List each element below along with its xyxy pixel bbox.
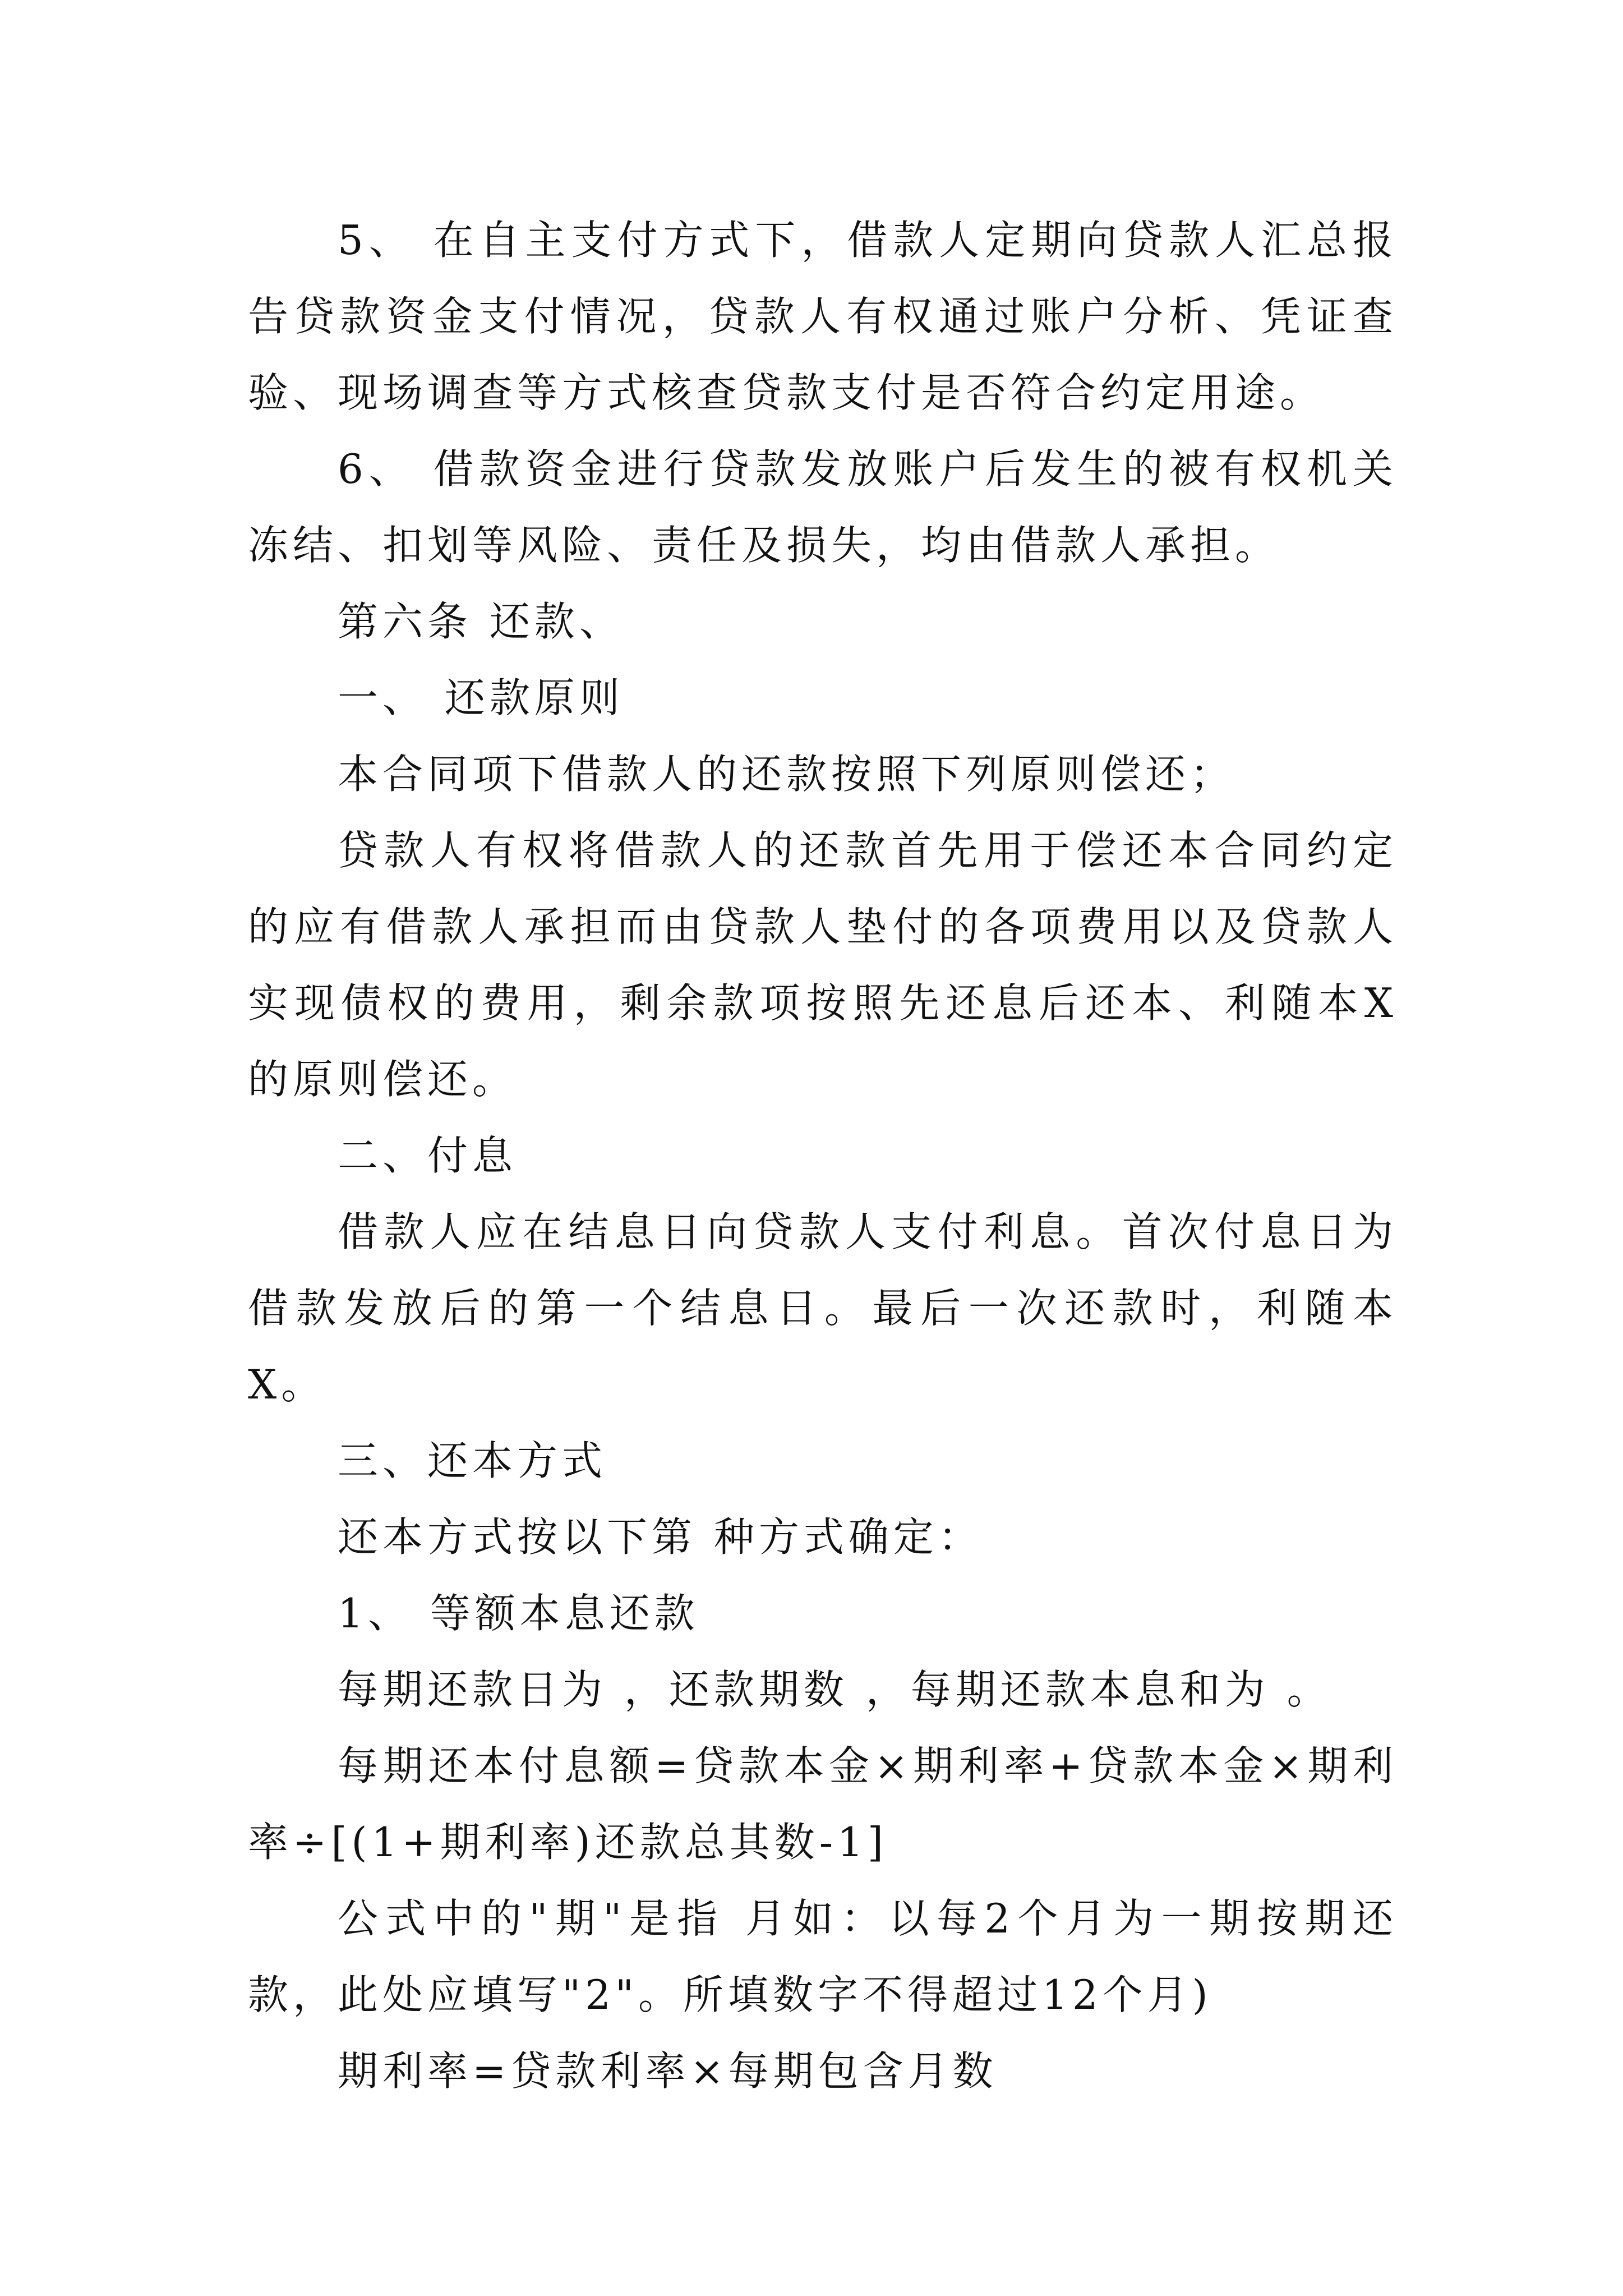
paragraph-repayment-principle: 本合同项下借款人的还款按照下列原则偿还； — [338, 751, 1235, 798]
paragraph-interest-payment: 借款人应在结息日向贷款人支付利息。首次付息日为借款发放后的第一个结息日。最后一次还款时，利随本X。 — [248, 1208, 1398, 1408]
paragraph-repayment-method: 还本方式按以下第 种方式确定： — [338, 1513, 983, 1561]
article-six-heading: 第六条 还款、 — [338, 598, 624, 645]
paragraph-period-rate-formula: 期利率=贷款利率×每期包含月数 — [338, 2047, 998, 2095]
paragraph-frozen-risk: 6、 借款资金进行贷款发放账户后发生的被有权机关冻结、扣划等风险、责任及损失，均由借款人承担。 — [248, 445, 1398, 569]
paragraph-period-definition: 公式中的"期"是指 月如：以每2个月为一期按期还款，此处应填写"2"。所填数字不得超过12个月) — [248, 1895, 1398, 2018]
section-two-heading: 二、付息 — [338, 1132, 518, 1179]
item-equal-installment-heading: 1、 等额本息还款 — [338, 1590, 699, 1637]
document-body — [248, 202, 1398, 2109]
section-one-heading: 一、 还款原则 — [338, 674, 624, 721]
paragraph-repayment-order: 贷款人有权将借款人的还款首先用于偿还本合同约定的应有借款人承担而由贷款人垫付的各项费用以及贷款人实现债权的费用，剩余款项按照先还息后还本、利随本X的原则偿还。 — [248, 827, 1398, 1103]
paragraph-self-payment: 5、 在自主支付方式下，借款人定期向贷款人汇总报告贷款资金支付情况，贷款人有权通过账户分析、凭证查验、现场调查等方式核查贷款支付是否符合约定用途。 — [248, 217, 1398, 416]
paragraph-installment-formula: 每期还本付息额=贷款本金×期利率+贷款本金×期利率÷[(1+期利率)还款总其数-1] — [248, 1742, 1398, 1866]
paragraph-installment-blanks: 每期还款日为 ，还款期数 ，每期还款本息和为 。 — [338, 1666, 1332, 1713]
section-three-heading: 三、还本方式 — [338, 1437, 607, 1484]
